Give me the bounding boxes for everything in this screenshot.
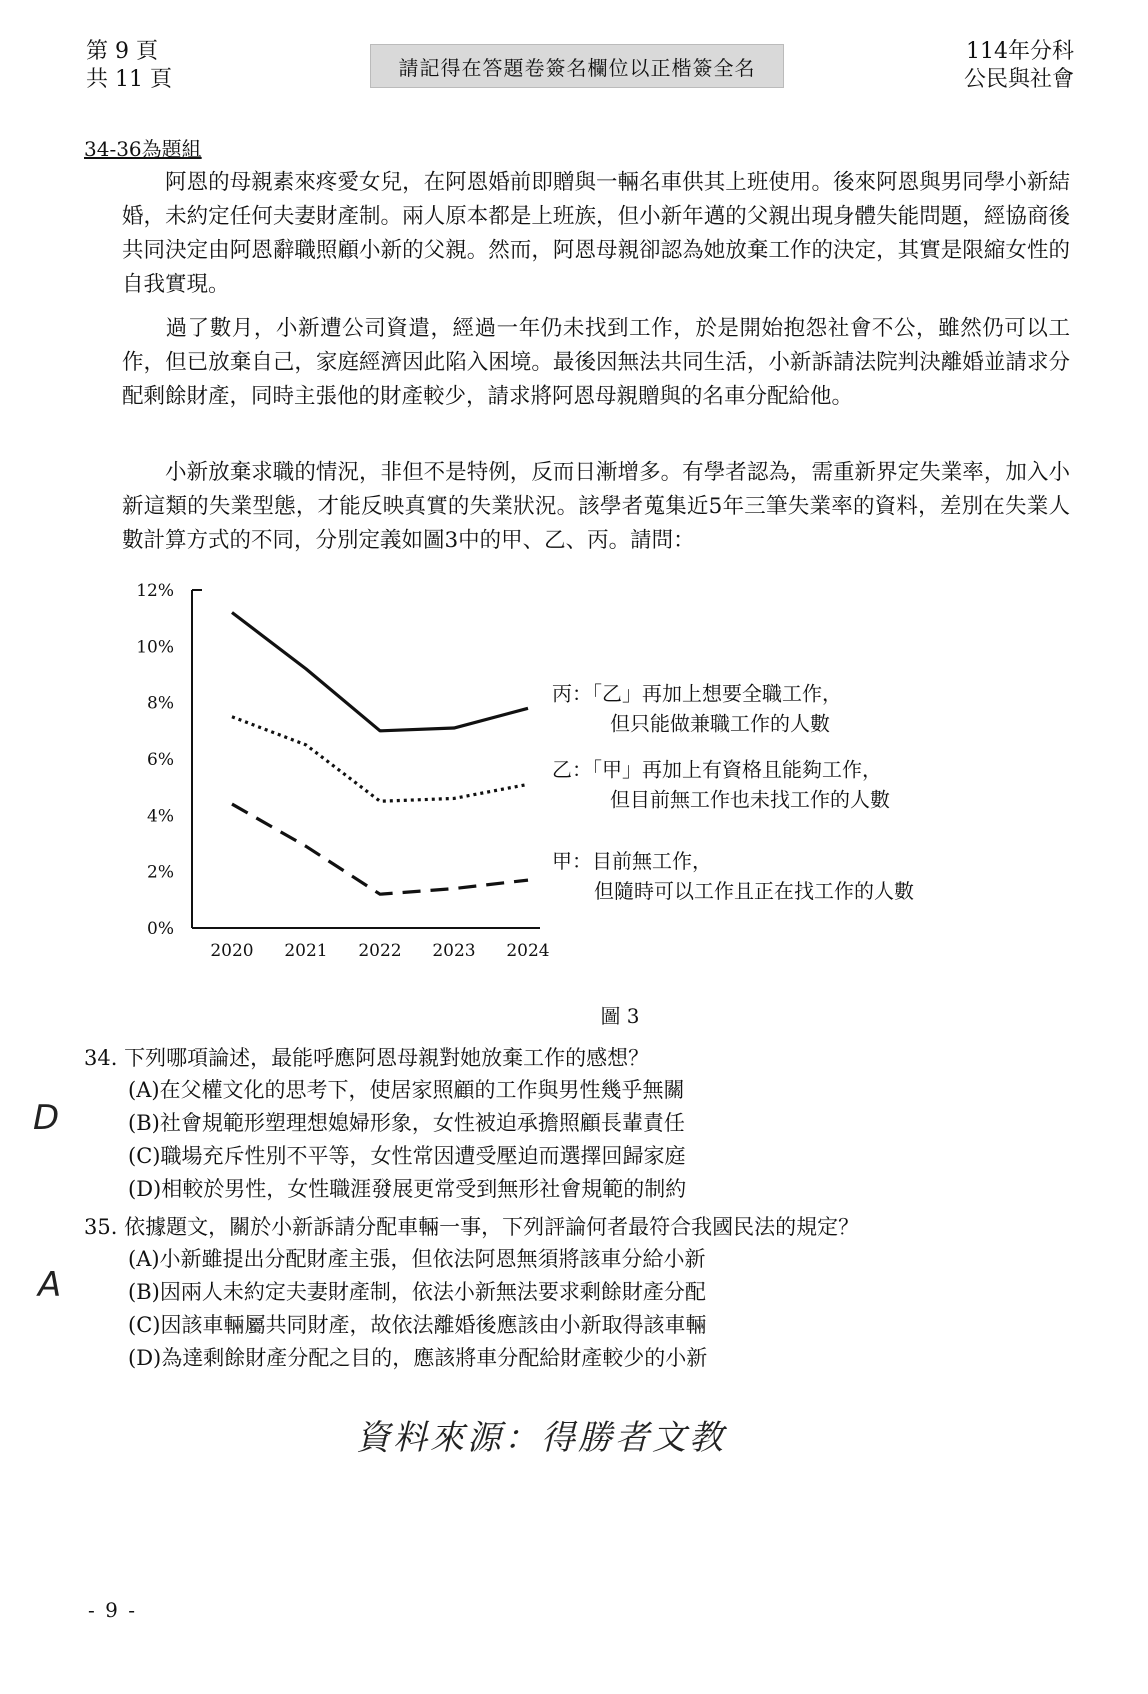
series-label-甲-line1: 甲：目前無工作， [552,849,712,874]
series-labels [552,681,914,903]
q35-option-b: (B)因兩人未約定夫妻財產制，依法小新無法要求剩餘財產分配 [128,1280,706,1304]
q35-option-c: (C)因該車輛屬共同財產，故依法離婚後應該由小新取得該車輛 [128,1313,707,1337]
series-label-乙-line1: 乙：「甲」再加上有資格且能夠工作， [552,757,882,782]
series-label-丙-line2: 但只能做兼職工作的人數 [610,711,830,736]
total-pages-label: 共 11 頁 [86,67,172,92]
q34-option-c: (C)職場充斥性別不平等，女性常因遭受壓迫而選擇回歸家庭 [128,1144,686,1168]
series-label-乙-line2: 但目前無工作也未找工作的人數 [610,787,890,812]
x-axis-ticks [210,941,549,961]
y-tick-label: 4% [147,806,174,827]
page-label: 第 9 頁 [86,39,158,64]
paragraph-text: 阿恩的母親素來疼愛女兒，在阿恩婚前即贈與一輛名車供其上班使用。後來阿恩與男同學小新結婚，未約定任何夫妻財產制。兩人原本都是上班族，但小新年邁的父親出現身體失能問題，經協商後共同決定由阿恩辭職照顧小新的父親。然而，阿恩母親卻認為她放棄工作的決定，其實是限縮女性的自我實現。 [122,170,1070,297]
series-line-甲 [232,804,528,894]
q34-option-b: (B)社會規範形塑理想媳婦形象，女性被迫承擔照顧長輩責任 [128,1111,685,1135]
series-line-丙 [232,613,528,731]
handwritten-source-note: 資料來源：得勝者文教 [356,1418,726,1458]
y-tick-label: 0% [147,919,174,939]
handwritten-answer-35: A [38,1265,62,1305]
signature-reminder-banner: 請記得在答題卷簽名欄位以正楷簽全名 [370,44,784,88]
x-tick-label: 2022 [358,941,402,961]
exam-year: 114年分科 [966,39,1074,64]
question-group-title: 34-36為題組 [84,137,202,161]
q35-option-d: (D)為達剩餘財產分配之目的，應該將車分配給財產較少的小新 [128,1346,708,1370]
page-number: - 9 - [88,1598,137,1622]
x-tick-label: 2020 [210,941,254,961]
q35-option-a: (A)小新雖提出分配財產主張，但依法阿恩無須將該車分給小新 [128,1247,706,1271]
y-tick-label: 6% [147,750,174,770]
question-34-stem: 34. 下列哪項論述，最能呼應阿恩母親對她放棄工作的感想？ [84,1046,650,1070]
x-tick-label: 2024 [506,941,550,961]
series-label-丙-line1: 丙：「乙」再加上想要全職工作， [552,681,842,706]
q34-option-a: (A)在父權文化的思考下，使居家照顧的工作與男性幾乎無關 [128,1078,685,1102]
handwritten-answer-34: D [33,1098,60,1138]
chart-axes [192,590,540,928]
x-tick-label: 2021 [284,941,328,961]
y-tick-label: 2% [147,862,174,883]
chart-series [232,612,528,894]
x-tick-label: 2023 [432,941,476,961]
y-tick-label: 10% [136,637,174,658]
y-tick-label: 12% [136,581,174,601]
paragraph-text: 過了數月，小新遭公司資遣，經過一年仍未找到工作，於是開始抱怨社會不公，雖然仍可以工作，但已放棄自己，家庭經濟因此陷入困境。最後因無法共同生活，小新訴請法院判決離婚並請求分配剩餘財產，同時主張他的財產較少，請求將阿恩母親贈與的名車分配給他。 [122,316,1070,409]
series-label-甲-line2: 但隨時可以工作且正在找工作的人數 [594,879,914,904]
question-35-stem: 35. 依據題文，關於小新訴請分配車輛一事，下列評論何者最符合我國民法的規定？ [84,1215,860,1239]
exam-subject: 公民與社會 [963,67,1074,92]
paragraph-text: 小新放棄求職的情況，非但不是特例，反而日漸增多。有學者認為，需重新界定失業率，加入小新這類的失業型態，才能反映真實的失業狀況。該學者蒐集近5年三筆失業率的資料，差別在失業人數計算方式的不同，分別定義如圖3中的甲、乙、丙。請問： [122,460,1070,553]
q34-option-d: (D)相較於男性，女性職涯發展更常受到無形社會規範的制約 [128,1177,687,1201]
y-axis-ticks [136,581,174,939]
figure-caption: 圖 3 [600,1004,640,1028]
y-tick-label: 8% [147,693,174,714]
